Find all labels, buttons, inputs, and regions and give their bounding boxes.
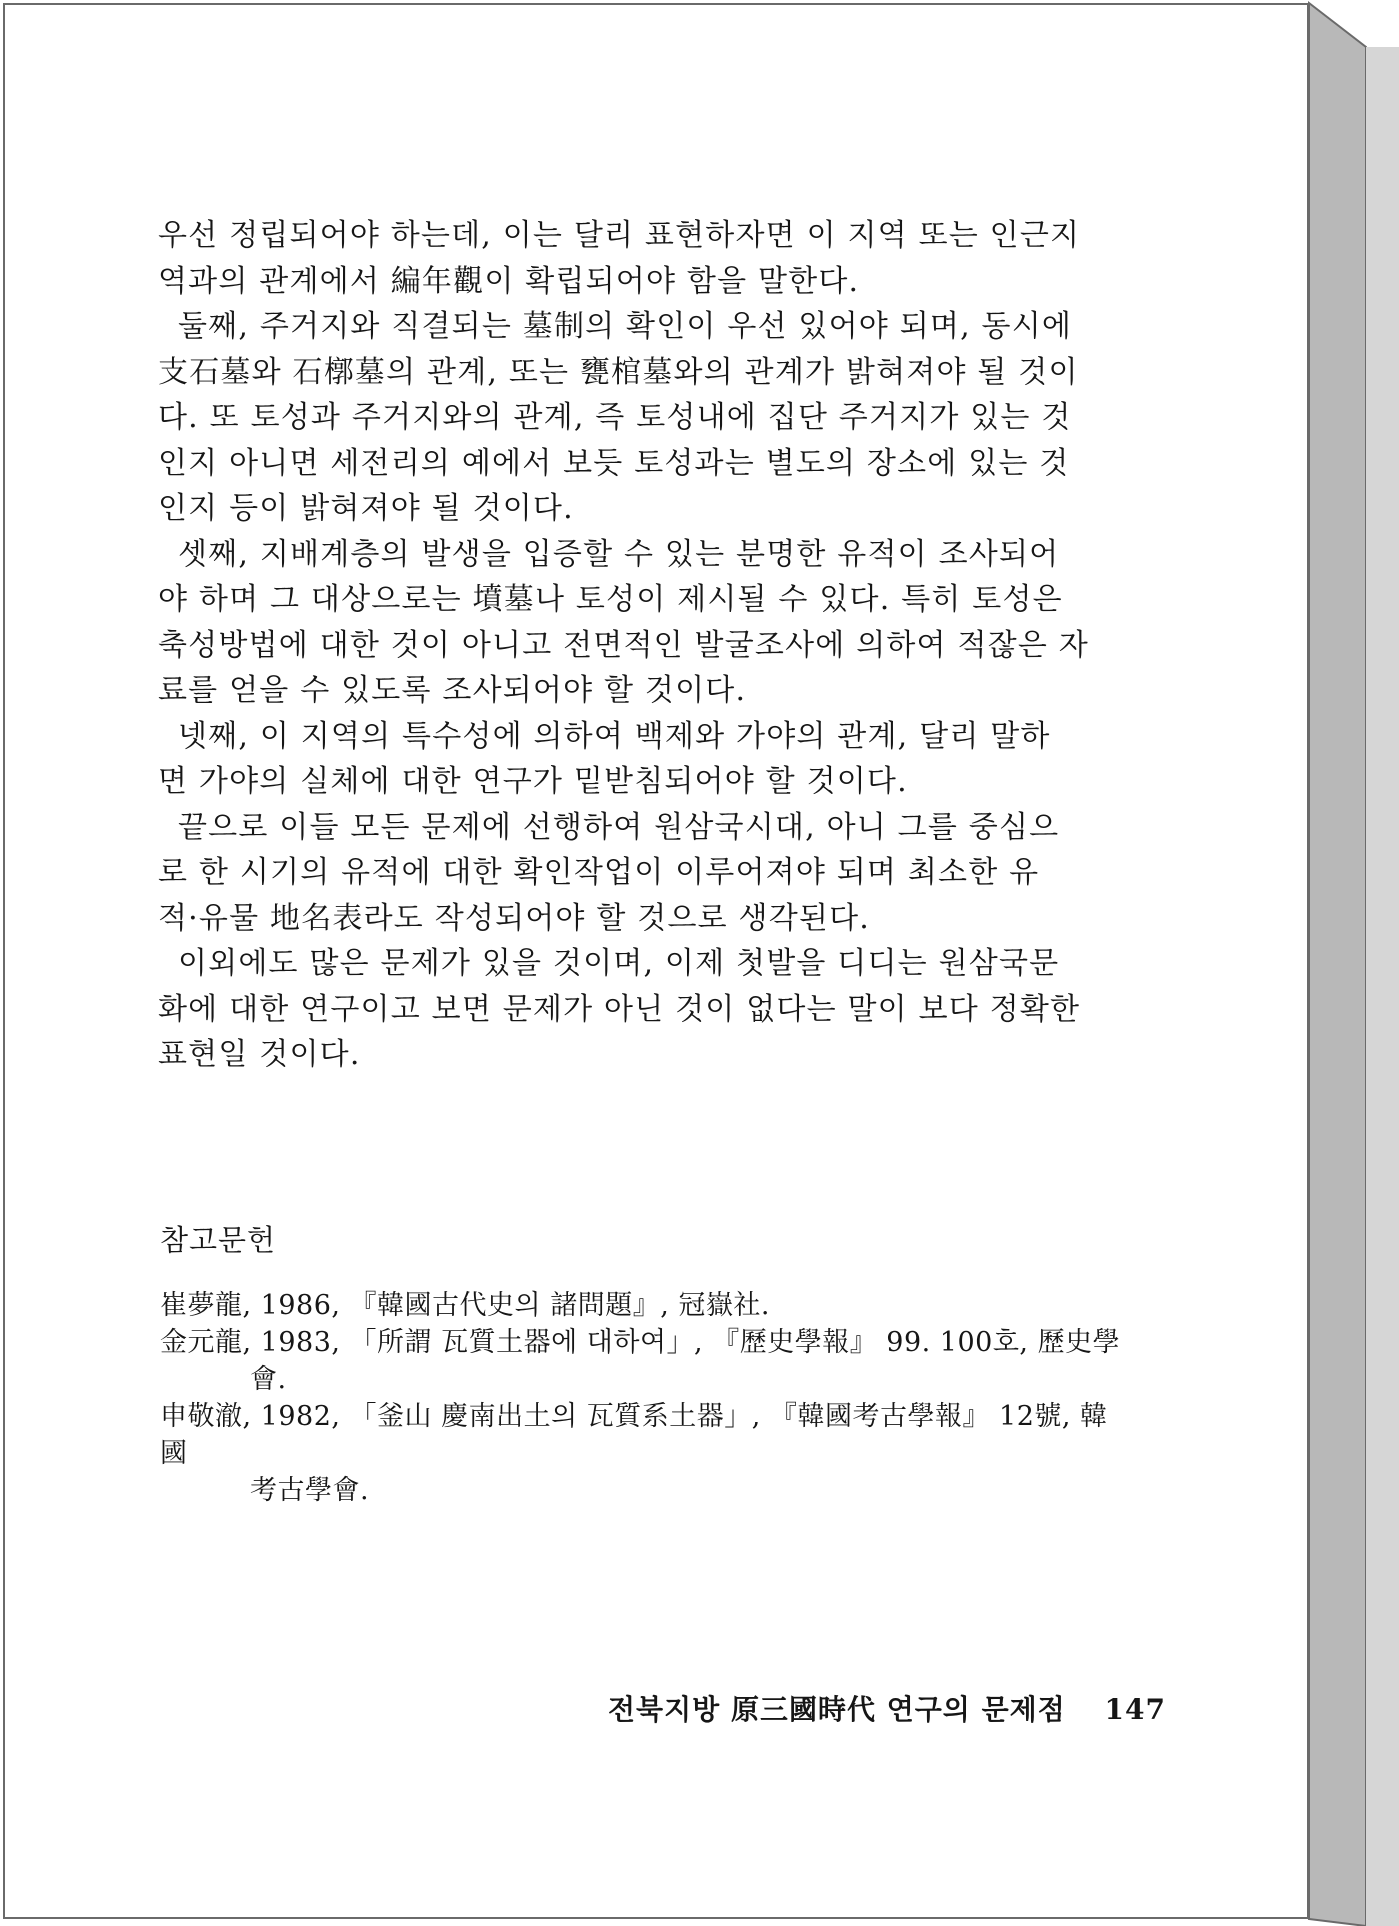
reference-item xyxy=(160,1324,1122,1398)
body-line: 支石墓와 石槨墓의 관계, 또는 甕棺墓와의 관계가 밝혀져야 될 것이 xyxy=(158,354,1079,390)
body-line: 우선 정립되어야 하는데, 이는 달리 표현하자면 이 지역 또는 인근지 xyxy=(158,218,1081,253)
body-line: 끝으로 이들 모든 문제에 선행하여 원삼국시대, 아니 그를 중심으 xyxy=(178,809,1060,845)
body-text xyxy=(158,213,1121,1078)
page-number: 147 xyxy=(1104,1693,1166,1726)
body-line: 로 한 시기의 유적에 대한 확인작업이 이루어져야 되며 최소한 유 xyxy=(158,855,1040,890)
body-line: 면 가야의 실체에 대한 연구가 밑받침되어야 할 것이다. xyxy=(158,764,908,799)
body-line: 야 하며 그 대상으로는 墳墓나 토성이 제시될 수 있다. 특히 토성은 xyxy=(158,582,1063,617)
body-line: 역과의 관계에서 編年觀이 확립되어야 함을 말한다. xyxy=(158,263,860,299)
running-title: 전북지방 原三國時代 연구의 문제점 xyxy=(608,1693,1066,1726)
references-list xyxy=(160,1287,1122,1509)
body-line: 표현일 것이다. xyxy=(158,1037,361,1072)
body-line: 둘째, 주거지와 직결되는 墓制의 확인이 우선 있어야 되며, 동시에 xyxy=(178,309,1073,344)
body-line: 다. 또 토성과 주거지와의 관계, 즉 토성내에 집단 주거지가 있는 것 xyxy=(158,400,1072,435)
references-heading: 참고문헌 xyxy=(160,1223,277,1257)
body-line: 셋째, 지배계층의 발생을 입증할 수 있는 분명한 유적이 조사되어 xyxy=(178,536,1060,572)
reference-text: 崔夢龍, 1986, 『韓國古代史의 諸問題』, 冠嶽社. xyxy=(160,1290,770,1321)
body-line: 이외에도 많은 문제가 있을 것이며, 이제 첫발을 디디는 원삼국문 xyxy=(178,946,1060,981)
body-line: 적·유물 地名表라도 작성되어야 할 것으로 생각된다. xyxy=(158,900,870,936)
body-line: 화에 대한 연구이고 보면 문제가 아닌 것이 없다는 말이 보다 정확한 xyxy=(158,991,1081,1027)
body-line: 넷째, 이 지역의 특수성에 의하여 백제와 가야의 관계, 달리 말하 xyxy=(178,718,1051,754)
reference-text: 申敬澈, 1982, 「釜山 慶南出土의 瓦質系土器」, 『韓國考古學報』 12號, 韓國 xyxy=(160,1401,1108,1469)
reference-text: 金元龍, 1983, 「所謂 瓦質土器에 대하여」, 『歷史學報』 99. 100호, 歷史學 xyxy=(160,1327,1121,1358)
reference-item xyxy=(160,1287,1122,1324)
running-footer xyxy=(608,1688,1166,1728)
body-line: 인지 등이 밝혀져야 될 것이다. xyxy=(158,491,574,526)
body-line: 축성방법에 대한 것이 아니고 전면적인 발굴조사에 의하여 적잖은 자 xyxy=(158,627,1089,663)
reference-item xyxy=(160,1398,1122,1509)
reference-continuation: 會. xyxy=(250,1364,287,1395)
reference-continuation: 考古學會. xyxy=(250,1475,370,1506)
body-line: 료를 얻을 수 있도록 조사되어야 할 것이다. xyxy=(158,673,747,708)
body-line: 인지 아니면 세전리의 예에서 보듯 토성과는 별도의 장소에 있는 것 xyxy=(158,445,1070,481)
